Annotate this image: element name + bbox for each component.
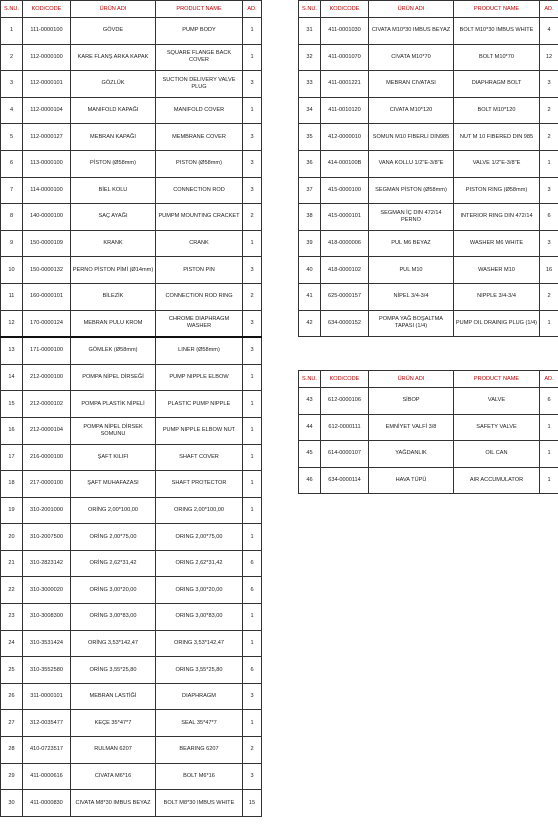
cell-name-en: ORING 3,55*25,80 [156,657,243,684]
cell-qty: 1 [540,467,558,494]
cell-qty: 1 [243,97,262,124]
header-name-tr: ÜRÜN ADI [369,1,454,18]
cell-name-tr: GÖZLÜK [71,71,156,98]
cell-name-en: OIL CAN [454,441,540,468]
cell-name-tr: MEBRAN KAPAĞI [71,124,156,151]
cell-sno: 25 [1,657,23,684]
cell-name-tr: NİPEL 3/4-3/4 [369,283,454,310]
table-row [299,467,558,494]
cell-name-tr: CIVATA M10*30 IMBUS BEYAZ [369,18,454,45]
cell-code: 411-0010120 [321,97,369,124]
table-row [1,497,262,524]
cell-code: 111-0000100 [23,18,71,45]
cell-qty: 6 [243,577,262,604]
cell-code: 160-0000101 [23,283,71,310]
header-qty: AD. [243,1,262,18]
table-row [1,471,262,498]
cell-name-en: CONNECTION ROD RING [156,283,243,310]
cell-name-tr: SEGMAN İÇ DIN 472/14 PERNO [369,204,454,231]
cell-qty: 2 [540,283,558,310]
cell-sno: 44 [299,414,321,441]
cell-qty: 2 [243,737,262,764]
table-row [299,177,558,204]
cell-sno: 42 [299,310,321,337]
cell-name-en: PUMPM MOUNTING CRACKET [156,204,243,231]
table-row [1,97,262,124]
cell-name-tr: MEBRAN LASTİĞİ [71,683,156,710]
table-row [1,150,262,177]
cell-name-tr: SOMUN M10 FIBERLI DIN985 [369,124,454,151]
table-row [299,44,558,71]
cell-code: 310-3008300 [23,604,71,631]
cell-name-en: INTERIOR RING DIN 472/14 [454,204,540,231]
cell-qty: 3 [243,683,262,710]
cell-qty: 1 [243,18,262,45]
cell-name-en: ORING 2,00*75,00 [156,524,243,551]
cell-qty: 1 [540,310,558,337]
cell-name-tr: GÖVDE [71,18,156,45]
cell-sno: 37 [299,177,321,204]
cell-qty: 16 [540,257,558,284]
cell-sno: 28 [1,737,23,764]
cell-name-en: ORING 2,62*31,42 [156,550,243,577]
cell-qty: 3 [243,150,262,177]
cell-sno: 43 [299,388,321,415]
cell-sno: 45 [299,441,321,468]
header-row [299,1,558,18]
header-name-en: PRODUCT NAME [454,371,540,388]
cell-sno: 22 [1,577,23,604]
cell-name-en: SQUARE FLANGE BACK COVER [156,44,243,71]
cell-sno: 3 [1,71,23,98]
cell-sno: 46 [299,467,321,494]
cell-name-en: VALVE 1/2"E-3/8"E [454,150,540,177]
table-row [299,310,558,337]
table-row [1,417,262,444]
cell-sno: 20 [1,524,23,551]
cell-qty: 6 [540,388,558,415]
cell-code: 310-3531424 [23,630,71,657]
cell-sno: 13 [1,337,23,364]
cell-name-en: VALVE [454,388,540,415]
cell-name-en: PISTON RING (Ø58mm) [454,177,540,204]
cell-code: 612-0000111 [321,414,369,441]
cell-name-tr: ORİNG 3,55*25,80 [71,657,156,684]
table-row [1,204,262,231]
cell-name-en: SEAL 35*47*7 [156,710,243,737]
cell-name-tr: BİEL KOLU [71,177,156,204]
cell-name-en: PUMP BODY [156,18,243,45]
cell-qty: 2 [243,204,262,231]
cell-sno: 1 [1,18,23,45]
cell-name-tr: PUL M6 BEYAZ [369,230,454,257]
cell-sno: 6 [1,150,23,177]
cell-code: 310-2007500 [23,524,71,551]
cell-qty: 1 [540,150,558,177]
cell-name-tr: BİLEZİK [71,283,156,310]
cell-name-tr: PUL M10 [369,257,454,284]
cell-sno: 35 [299,124,321,151]
cell-name-en: BOLT M10*70 [454,44,540,71]
cell-code: 411-0001221 [321,71,369,98]
cell-code: 112-0000101 [23,71,71,98]
cell-qty: 12 [540,44,558,71]
cell-name-tr: ŞAFT MUHAFAZASI [71,471,156,498]
cell-sno: 17 [1,444,23,471]
cell-qty: 15 [243,790,262,817]
cell-name-en: BOLT M8*30 IMBUS WHITE [156,790,243,817]
cell-name-tr: POMPA YAĞ BOŞALTMA TAPASI (1/4) [369,310,454,337]
table-row [1,524,262,551]
cell-name-en: LINER (Ø58mm) [156,337,243,364]
cell-name-tr: ŞAFT KILIFI [71,444,156,471]
cell-name-en: PUMP OIL DRAINIG PLUG (1/4) [454,310,540,337]
table-row [1,737,262,764]
cell-sno: 34 [299,97,321,124]
cell-name-tr: POMPA PLASTİK NİPELİ [71,391,156,418]
table-row [299,150,558,177]
cell-qty: 1 [243,364,262,391]
cell-code: 171-0000100 [23,337,71,364]
cell-name-en: BOLT M10*30 IMBUS WHITE [454,18,540,45]
cell-sno: 39 [299,230,321,257]
cell-qty: 6 [243,657,262,684]
table-row [299,97,558,124]
table-row [1,71,262,98]
header-sno: S.NU. [299,371,321,388]
cell-qty: 1 [243,630,262,657]
cell-name-en: SUCTION DELIVERY VALVE PLUG [156,71,243,98]
cell-name-en: MEMBRANE COVER [156,124,243,151]
cell-name-en: SAFETY VALVE [454,414,540,441]
cell-code: 112-0000104 [23,97,71,124]
cell-sno: 19 [1,497,23,524]
cell-name-en: CHROME DIAPHRAGM WASHER [156,310,243,337]
header-name-tr: ÜRÜN ADI [71,1,156,18]
cell-code: 418-0000006 [321,230,369,257]
cell-name-tr: KEÇE 35*47*7 [71,710,156,737]
table-row [1,444,262,471]
cell-code: 418-0000102 [321,257,369,284]
table-row [1,230,262,257]
parts-table-right-top [298,0,558,337]
cell-sno: 41 [299,283,321,310]
cell-name-tr: ORİNG 3,00*20,00 [71,577,156,604]
cell-name-tr: YAĞDANLIK [369,441,454,468]
cell-code: 411-0000830 [23,790,71,817]
cell-sno: 23 [1,604,23,631]
cell-qty: 3 [540,230,558,257]
table-row [1,683,262,710]
table-row [1,550,262,577]
cell-qty: 1 [243,497,262,524]
cell-code: 310-3000020 [23,577,71,604]
cell-code: 170-0000124 [23,310,71,337]
cell-sno: 36 [299,150,321,177]
cell-name-tr: HAVA TÜPÜ [369,467,454,494]
cell-name-tr: CIVATA M10*120 [369,97,454,124]
cell-sno: 8 [1,204,23,231]
cell-name-en: AIR ACCUMULATOR [454,467,540,494]
table-row [1,604,262,631]
cell-name-en: BOLT M10*120 [454,97,540,124]
table-row [1,657,262,684]
cell-qty: 4 [540,18,558,45]
cell-qty: 3 [540,71,558,98]
cell-code: 216-0000100 [23,444,71,471]
cell-name-en: MANIFOLD COVER [156,97,243,124]
table-row [1,710,262,737]
cell-name-en: PLASTIC PUMP NIPPLE [156,391,243,418]
cell-sno: 30 [1,790,23,817]
table-row [299,18,558,45]
table-row [299,441,558,468]
cell-name-tr: MEBRAN CIVATASI [369,71,454,98]
parts-table-right-bottom [298,370,558,494]
header-name-en: PRODUCT NAME [454,1,540,18]
cell-qty: 1 [243,710,262,737]
cell-sno: 18 [1,471,23,498]
cell-qty: 2 [243,283,262,310]
cell-code: 415-0000101 [321,204,369,231]
cell-qty: 1 [243,230,262,257]
cell-sno: 11 [1,283,23,310]
cell-name-en: PUMP NIPPLE ELBOW NUT [156,417,243,444]
table-row [1,337,262,364]
cell-name-en: CRANK [156,230,243,257]
cell-name-en: NUT M 10 FIBERED DIN 985 [454,124,540,151]
cell-code: 113-0000100 [23,150,71,177]
table-row [1,630,262,657]
cell-name-en: ORING 3,00*83,00 [156,604,243,631]
cell-code: 140-0000100 [23,204,71,231]
cell-code: 634-0000114 [321,467,369,494]
table-row [299,414,558,441]
cell-sno: 12 [1,310,23,337]
cell-name-tr: GÖMLEK (Ø58mm) [71,337,156,364]
cell-name-tr: POMPA NİPEL DİRSEĞİ [71,364,156,391]
cell-code: 311-0000101 [23,683,71,710]
table-row [299,124,558,151]
cell-qty: 6 [540,204,558,231]
cell-name-en: WASHER M6 WHITE [454,230,540,257]
cell-name-en: PUMP NIPPLE ELBOW [156,364,243,391]
cell-code: 310-2823142 [23,550,71,577]
cell-name-en: ORING 3,00*20,00 [156,577,243,604]
cell-qty: 1 [243,44,262,71]
cell-sno: 29 [1,763,23,790]
table-row [299,283,558,310]
table-row [299,71,558,98]
cell-sno: 10 [1,257,23,284]
header-sno: S.NU. [299,1,321,18]
table-row [299,257,558,284]
cell-sno: 16 [1,417,23,444]
cell-name-tr: SİBOP [369,388,454,415]
cell-code: 414-000100B [321,150,369,177]
cell-name-en: ORING 3,53*142,47 [156,630,243,657]
cell-code: 625-0000157 [321,283,369,310]
cell-sno: 38 [299,204,321,231]
cell-name-tr: POMPA NİPEL DİRSEK SOMUNU [71,417,156,444]
cell-name-en: PISTON PIN [156,257,243,284]
cell-name-en: CONNECTION ROD [156,177,243,204]
cell-name-en: PISTON (Ø58mm) [156,150,243,177]
cell-qty: 6 [243,550,262,577]
cell-name-tr: ORİNG 3,53*142,47 [71,630,156,657]
cell-qty: 3 [243,257,262,284]
header-sno: S.NU. [1,1,23,18]
cell-sno: 5 [1,124,23,151]
cell-name-tr: MEBRAN PULU KROM [71,310,156,337]
cell-code: 217-0000100 [23,471,71,498]
cell-qty: 1 [540,414,558,441]
cell-code: 212-0000100 [23,364,71,391]
cell-name-tr: ORİNG 2,62*31,42 [71,550,156,577]
cell-name-tr: CIVATA M8*30 IMBUS BEYAZ [71,790,156,817]
cell-code: 411-0000616 [23,763,71,790]
header-qty: AD. [540,1,558,18]
cell-sno: 9 [1,230,23,257]
cell-qty: 3 [243,124,262,151]
table-row [299,230,558,257]
cell-code: 412-0000010 [321,124,369,151]
cell-code: 410-0723517 [23,737,71,764]
cell-name-tr: KRANK [71,230,156,257]
cell-name-tr: EMNİYET VALFİ 3/8 [369,414,454,441]
table-row [1,257,262,284]
cell-sno: 31 [299,18,321,45]
cell-sno: 33 [299,71,321,98]
cell-sno: 4 [1,97,23,124]
cell-name-en: DIAPHRAGM [156,683,243,710]
cell-name-tr: RULMAN 6207 [71,737,156,764]
cell-name-tr: MANIFOLD KAPAĞI [71,97,156,124]
cell-name-tr: CIVATA M10*70 [369,44,454,71]
cell-sno: 26 [1,683,23,710]
cell-code: 212-0000102 [23,391,71,418]
table-row [1,283,262,310]
cell-code: 114-0000100 [23,177,71,204]
cell-name-tr: PİSTON (Ø58mm) [71,150,156,177]
cell-name-tr: VANA KOLLU 1/2"E-3/8"E [369,150,454,177]
cell-name-tr: CIVATA M6*16 [71,763,156,790]
cell-sno: 2 [1,44,23,71]
cell-qty: 1 [243,524,262,551]
cell-name-tr: ORİNG 3,00*83,00 [71,604,156,631]
cell-qty: 1 [243,444,262,471]
cell-sno: 24 [1,630,23,657]
cell-name-en: ORING 2,00*100,00 [156,497,243,524]
header-qty: AD. [540,371,558,388]
cell-code: 634-0000152 [321,310,369,337]
cell-sno: 15 [1,391,23,418]
table-row [299,388,558,415]
cell-code: 150-0000132 [23,257,71,284]
cell-qty: 2 [540,124,558,151]
cell-code: 411-0001030 [321,18,369,45]
cell-name-en: NIPPLE 3/4-3/4 [454,283,540,310]
cell-code: 614-0000107 [321,441,369,468]
header-name-en: PRODUCT NAME [156,1,243,18]
cell-qty: 3 [243,763,262,790]
cell-name-tr: ORİNG 2,00*100,00 [71,497,156,524]
cell-qty: 1 [243,471,262,498]
cell-code: 310-2001000 [23,497,71,524]
cell-qty: 1 [540,441,558,468]
table-row [1,391,262,418]
table-row [1,790,262,817]
cell-sno: 32 [299,44,321,71]
cell-sno: 7 [1,177,23,204]
table-row [1,364,262,391]
cell-name-en: SHAFT PROTECTOR [156,471,243,498]
cell-qty: 3 [243,71,262,98]
cell-qty: 3 [540,177,558,204]
cell-code: 212-0000104 [23,417,71,444]
table-row [1,577,262,604]
cell-qty: 1 [243,604,262,631]
cell-name-en: DIAPHRAGM BOLT [454,71,540,98]
cell-code: 150-0000109 [23,230,71,257]
cell-code: 310-3552580 [23,657,71,684]
cell-code: 415-0000100 [321,177,369,204]
cell-qty: 3 [243,337,262,364]
cell-code: 312-0035477 [23,710,71,737]
table-row [299,204,558,231]
table-row [1,177,262,204]
header-row [299,371,558,388]
cell-sno: 40 [299,257,321,284]
table-row [1,763,262,790]
cell-sno: 21 [1,550,23,577]
cell-code: 112-0000100 [23,44,71,71]
cell-code: 112-0000127 [23,124,71,151]
cell-name-en: WASHER M10 [454,257,540,284]
cell-name-tr: SAÇ AYAĞI [71,204,156,231]
cell-name-en: BOLT M6*16 [156,763,243,790]
header-code: KOD/CODE [23,1,71,18]
header-code: KOD/CODE [321,371,369,388]
cell-sno: 27 [1,710,23,737]
table-row [1,44,262,71]
table-row [1,310,262,337]
header-row [1,1,262,18]
cell-name-tr: SEGMAN PİSTON (Ø58mm) [369,177,454,204]
cell-name-en: BEARING 6207 [156,737,243,764]
cell-sno: 14 [1,364,23,391]
cell-name-en: SHAFT COVER [156,444,243,471]
parts-table-left [0,0,262,817]
cell-code: 411-0001070 [321,44,369,71]
header-name-tr: ÜRÜN ADI [369,371,454,388]
header-code: KOD/CODE [321,1,369,18]
cell-qty: 3 [243,310,262,337]
cell-name-tr: KARE FLANŞ ARKA KAPAK [71,44,156,71]
cell-code: 612-0000106 [321,388,369,415]
cell-qty: 3 [243,177,262,204]
table-row [1,124,262,151]
cell-qty: 1 [243,391,262,418]
cell-qty: 2 [540,97,558,124]
cell-name-tr: PERNO PİSTON PİMİ (Ø14mm) [71,257,156,284]
cell-name-tr: ORİNG 2,00*75,00 [71,524,156,551]
table-row [1,18,262,45]
cell-qty: 1 [243,417,262,444]
